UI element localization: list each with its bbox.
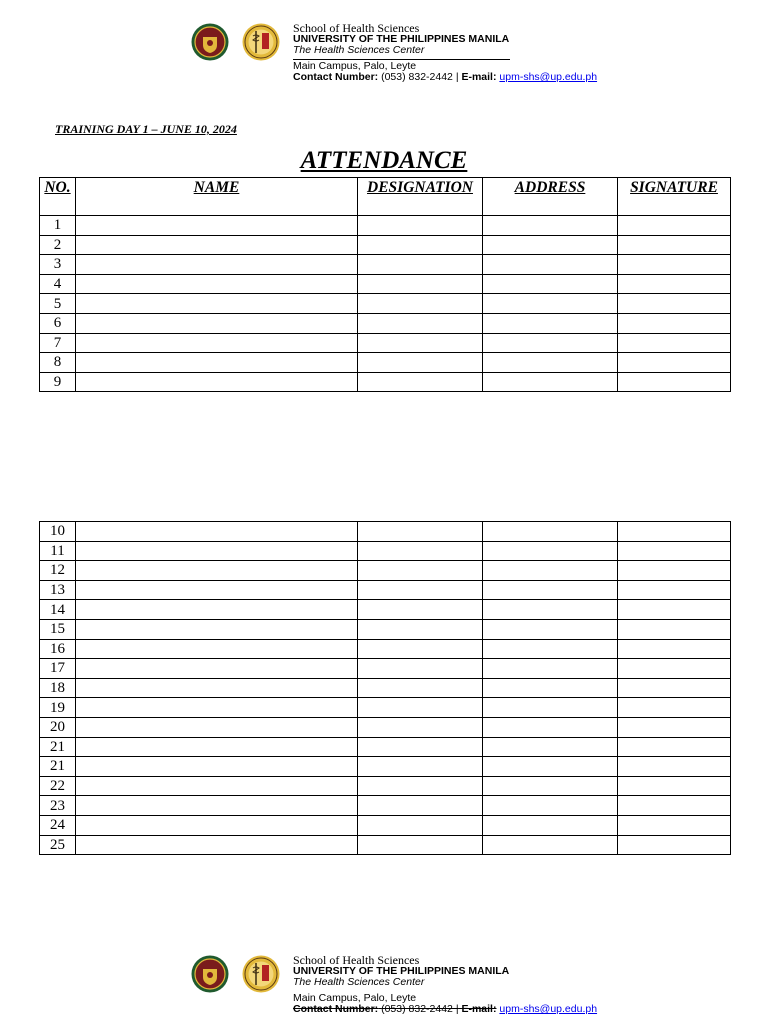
designation-cell (358, 678, 483, 698)
name-cell (76, 619, 358, 639)
row-number: 21 (40, 757, 76, 777)
address-cell (483, 619, 618, 639)
row-number: 5 (40, 294, 76, 314)
designation-cell (358, 274, 483, 294)
table-row (40, 216, 731, 236)
address-cell (483, 294, 618, 314)
designation-cell (358, 776, 483, 796)
email-label: E-mail: (461, 71, 497, 83)
signature-cell (618, 561, 731, 581)
name-cell (76, 580, 358, 600)
school-name: School of Health Sciences (293, 21, 420, 35)
name-cell (76, 255, 358, 275)
name-cell (76, 333, 358, 353)
designation-cell (358, 698, 483, 718)
row-number: 12 (40, 561, 76, 581)
contact-number: (053) 832-2442 | (381, 1003, 459, 1015)
table-row (40, 619, 731, 639)
name-cell (76, 639, 358, 659)
designation-cell (358, 796, 483, 816)
training-day-label: TRAINING DAY 1 – JUNE 10, 2024 (55, 122, 237, 136)
designation-cell (358, 353, 483, 373)
name-cell (76, 274, 358, 294)
table-body-part2 (40, 522, 731, 855)
header-designation: DESIGNATION (358, 178, 483, 216)
address-cell (483, 235, 618, 255)
row-number: 7 (40, 333, 76, 353)
designation-cell (358, 255, 483, 275)
row-number: 21 (40, 737, 76, 757)
signature-cell (618, 333, 731, 353)
row-number: 3 (40, 255, 76, 275)
campus-address: Main Campus, Palo, Leyte (293, 60, 417, 72)
designation-cell (358, 235, 483, 255)
table-row (40, 541, 731, 561)
designation-cell (358, 717, 483, 737)
designation-cell (358, 815, 483, 835)
university-name: UNIVERSITY OF THE PHILIPPINES MANILA (293, 965, 510, 977)
signature-cell (618, 522, 731, 542)
table-row (40, 796, 731, 816)
signature-cell (618, 659, 731, 679)
signature-cell (618, 216, 731, 236)
designation-cell (358, 541, 483, 561)
name-cell (76, 678, 358, 698)
table-row (40, 294, 731, 314)
contact-label: Contact Number: (293, 1003, 379, 1015)
name-cell (76, 541, 358, 561)
table-row (40, 522, 731, 542)
row-number: 22 (40, 776, 76, 796)
name-cell (76, 600, 358, 620)
table-row (40, 815, 731, 835)
designation-cell (358, 619, 483, 639)
page-title: ATTENDANCE (300, 147, 468, 174)
table-row (40, 580, 731, 600)
table-row (40, 600, 731, 620)
row-number: 2 (40, 235, 76, 255)
row-number: 14 (40, 600, 76, 620)
address-cell (483, 757, 618, 777)
address-cell (483, 815, 618, 835)
name-cell (76, 776, 358, 796)
email-link[interactable]: upm-shs@up.edu.ph (499, 71, 598, 83)
name-cell (76, 353, 358, 373)
signature-cell (618, 353, 731, 373)
signature-cell (618, 717, 731, 737)
signature-cell (618, 235, 731, 255)
signature-cell (618, 580, 731, 600)
name-cell (76, 294, 358, 314)
name-cell (76, 835, 358, 855)
table-row (40, 561, 731, 581)
signature-cell (618, 796, 731, 816)
center-name: The Health Sciences Center (293, 976, 425, 988)
name-cell (76, 796, 358, 816)
table-row (40, 678, 731, 698)
signature-cell (618, 313, 731, 333)
row-number: 19 (40, 698, 76, 718)
address-cell (483, 639, 618, 659)
center-name: The Health Sciences Center (293, 44, 425, 56)
contact-line (293, 72, 597, 83)
designation-cell (358, 561, 483, 581)
name-cell (76, 757, 358, 777)
designation-cell (358, 216, 483, 236)
table-row (40, 274, 731, 294)
row-number: 4 (40, 274, 76, 294)
row-number: 20 (40, 717, 76, 737)
name-cell (76, 522, 358, 542)
school-name: School of Health Sciences (293, 953, 420, 967)
row-number: 17 (40, 659, 76, 679)
name-cell (76, 815, 358, 835)
row-number: 9 (40, 372, 76, 392)
designation-cell (358, 835, 483, 855)
row-number: 24 (40, 815, 76, 835)
designation-cell (358, 600, 483, 620)
address-cell (483, 717, 618, 737)
contact-line (293, 1004, 597, 1015)
table-body-part1 (40, 216, 731, 392)
signature-cell (618, 274, 731, 294)
address-cell (483, 274, 618, 294)
university-name: UNIVERSITY OF THE PHILIPPINES MANILA (293, 33, 510, 45)
table-row (40, 313, 731, 333)
address-cell (483, 541, 618, 561)
table-row (40, 353, 731, 373)
table-row (40, 639, 731, 659)
signature-cell (618, 600, 731, 620)
signature-cell (618, 639, 731, 659)
table-row (40, 698, 731, 718)
address-cell (483, 255, 618, 275)
letterhead-top (0, 20, 768, 90)
address-cell (483, 835, 618, 855)
letterhead-text (293, 22, 597, 83)
address-cell (483, 372, 618, 392)
row-number: 11 (40, 541, 76, 561)
name-cell (76, 235, 358, 255)
address-cell (483, 796, 618, 816)
table-row (40, 659, 731, 679)
signature-cell (618, 757, 731, 777)
designation-cell (358, 737, 483, 757)
designation-cell (358, 522, 483, 542)
contact-number: (053) 832-2442 | (381, 71, 459, 83)
signature-cell (618, 372, 731, 392)
row-number: 18 (40, 678, 76, 698)
contact-label: Contact Number: (293, 71, 379, 83)
signature-cell (618, 255, 731, 275)
up-seal-icon (191, 23, 229, 61)
designation-cell (358, 659, 483, 679)
designation-cell (358, 372, 483, 392)
row-number: 6 (40, 313, 76, 333)
designation-cell (358, 639, 483, 659)
designation-cell (358, 580, 483, 600)
row-number: 13 (40, 580, 76, 600)
email-link[interactable]: upm-shs@up.edu.ph (499, 1003, 598, 1015)
signature-cell (618, 619, 731, 639)
signature-cell (618, 737, 731, 757)
row-number: 23 (40, 796, 76, 816)
signature-cell (618, 698, 731, 718)
designation-cell (358, 313, 483, 333)
address-cell (483, 522, 618, 542)
designation-cell (358, 294, 483, 314)
row-number: 10 (40, 522, 76, 542)
table-row (40, 776, 731, 796)
table-header-row (40, 178, 731, 216)
up-seal-icon (191, 955, 229, 993)
header-name: NAME (76, 178, 358, 216)
attendance-table-part2 (39, 521, 731, 855)
address-cell (483, 600, 618, 620)
table-row (40, 757, 731, 777)
address-cell (483, 353, 618, 373)
header-signature: SIGNATURE (618, 178, 731, 216)
designation-cell (358, 333, 483, 353)
address-cell (483, 313, 618, 333)
header-address: ADDRESS (483, 178, 618, 216)
address-cell (483, 216, 618, 236)
name-cell (76, 372, 358, 392)
row-number: 16 (40, 639, 76, 659)
address-cell (483, 333, 618, 353)
name-cell (76, 717, 358, 737)
name-cell (76, 313, 358, 333)
row-number: 25 (40, 835, 76, 855)
table-row (40, 835, 731, 855)
signature-cell (618, 815, 731, 835)
signature-cell (618, 835, 731, 855)
name-cell (76, 659, 358, 679)
name-cell (76, 216, 358, 236)
signature-cell (618, 294, 731, 314)
shs-seal-icon (242, 955, 280, 993)
shs-seal-icon (242, 23, 280, 61)
name-cell (76, 737, 358, 757)
address-cell (483, 561, 618, 581)
designation-cell (358, 757, 483, 777)
table-row (40, 333, 731, 353)
campus-address: Main Campus, Palo, Leyte (293, 992, 417, 1004)
row-number: 1 (40, 216, 76, 236)
table-row (40, 255, 731, 275)
row-number: 15 (40, 619, 76, 639)
header-no: NO. (40, 178, 76, 216)
letterhead-text (293, 954, 597, 1015)
letterhead-bottom (0, 952, 768, 1022)
address-cell (483, 776, 618, 796)
signature-cell (618, 776, 731, 796)
table-row (40, 717, 731, 737)
address-cell (483, 659, 618, 679)
attendance-table-part1 (39, 177, 731, 392)
email-label: E-mail: (461, 1003, 497, 1015)
row-number: 8 (40, 353, 76, 373)
signature-cell (618, 541, 731, 561)
address-cell (483, 678, 618, 698)
table-row (40, 235, 731, 255)
name-cell (76, 561, 358, 581)
address-cell (483, 698, 618, 718)
table-row (40, 372, 731, 392)
name-cell (76, 698, 358, 718)
address-cell (483, 580, 618, 600)
table-row (40, 737, 731, 757)
signature-cell (618, 678, 731, 698)
address-cell (483, 737, 618, 757)
